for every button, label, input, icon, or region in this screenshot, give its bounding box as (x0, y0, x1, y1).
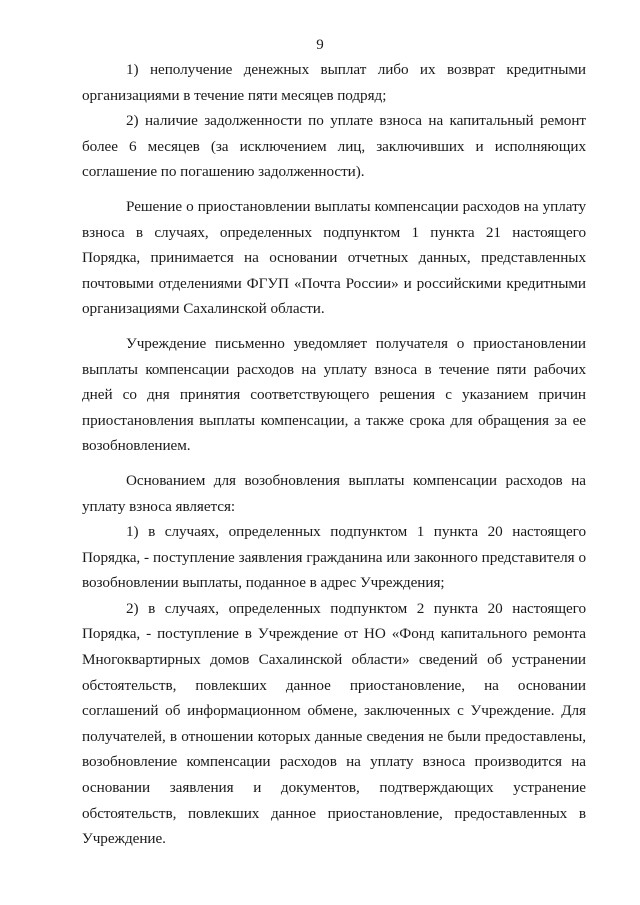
paragraph-notification: Учреждение письменно уведомляет получателя о приостановлении выплаты компенсации расходов на уплату взноса в течение пяти рабочих дней со дня принятия соответствующего решения с указанием причин приостановления выплаты компенсации, а также срока для обращения за ее возобновлением. (82, 334, 586, 455)
page-number: 9 (316, 37, 324, 53)
document-body (82, 57, 586, 852)
paragraph-decision: Решение о приостановлении выплаты компенсации расходов на уплату взноса в случаях, определенных подпунктом 1 пункта 21 настоящего Порядка, принимается на основании отчетных данных, представленных почтовыми отделениями ФГУП «Почта России» и российскими кредитными организациями Сахалинской области. (82, 197, 586, 318)
paragraph-ground-2: 2) в случаях, определенных подпунктом 2 пункта 20 настоящего Порядка, - поступление в Учреждение от НО «Фонд капитального ремонта Многоквартирных домов Сахалинской области» сведений об устранении обстоятельств, повлекших данное приостановление, на основании соглашений об информационном обмене, заключенных с Учреждение. Для получателей, в отношении которых данные сведения не были предоставлены, возобновление компенсации расходов на уплату взноса производится на основании заявления и документов, подтверждающих устранение обстоятельств, повлекших данное приостановление, предоставленных в Учреждение. (82, 599, 586, 848)
paragraph-grounds: Основанием для возобновления выплаты компенсации расходов на уплату взноса является: (82, 471, 586, 515)
paragraph-item-1: 1) неполучение денежных выплат либо их возврат кредитными организациями в течение пяти месяцев подряд; (82, 61, 586, 104)
paragraph-item-2: 2) наличие задолженности по уплате взноса на капитальный ремонт более 6 месяцев (за исключением лиц, заключивших и исполняющих соглашение по погашению задолженности). (82, 112, 586, 181)
paragraph-ground-1: 1) в случаях, определенных подпунктом 1 пункта 20 настоящего Порядка, - поступление заявления гражданина или законного представителя о возобновлении выплаты, поданное в адрес Учреждения; (82, 523, 586, 592)
